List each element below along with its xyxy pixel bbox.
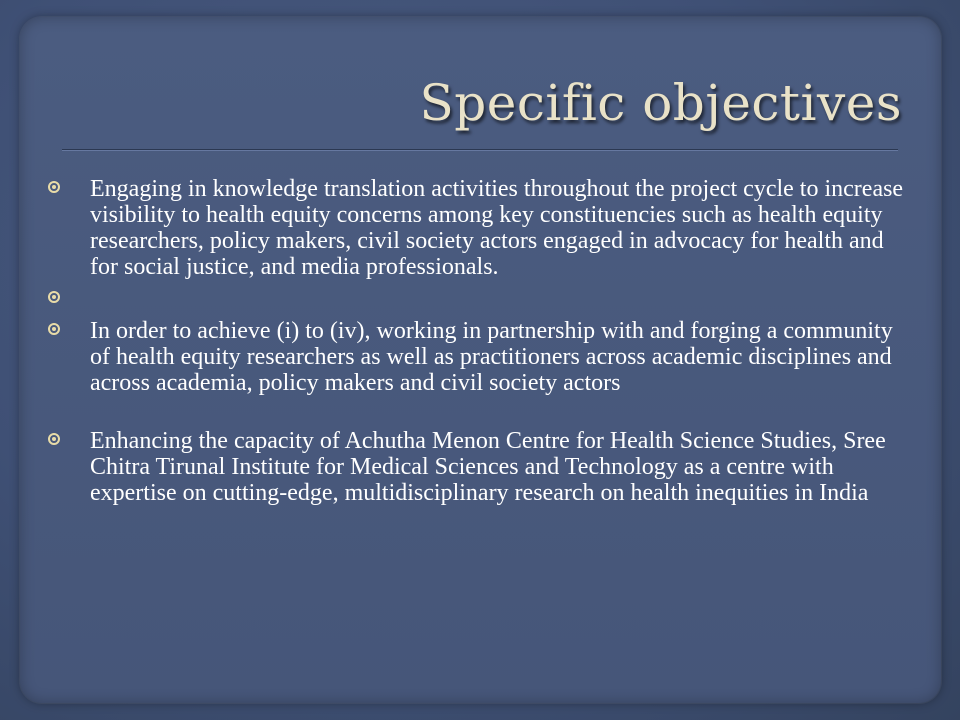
slide-title: Specific objectives — [419, 74, 902, 132]
ring-bullet-icon — [48, 181, 60, 193]
bullet-item — [48, 428, 916, 506]
bullet-text: Enhancing the capacity of Achutha Menon Centre for Health Science Studies, Sree Chitra Tirunal Institute for Medical Sciences and Technology as a centre with expertise on cutting-edge, multidisciplinary research on health inequities in India — [90, 428, 886, 506]
ring-bullet-icon — [48, 323, 60, 335]
bullet-text: In order to achieve (i) to (iv), working in partnership with and forging a community of health equity researchers as well as practitioners across academic disciplines and across academia, policy makers and civil society actors — [90, 318, 893, 396]
ring-bullet-icon — [48, 433, 60, 445]
bullet-item-empty — [48, 286, 916, 312]
ring-bullet-icon — [48, 291, 60, 303]
bullet-text: Engaging in knowledge translation activities throughout the project cycle to increase visibility to health equity concerns among key constituencies such as health equity researchers, policy makers, civil society actors engaged in advocacy for health and for social justice, and media professionals. — [90, 176, 904, 280]
bullet-item — [48, 176, 916, 280]
title-divider — [62, 149, 898, 151]
bullet-list — [48, 176, 916, 506]
bullet-item — [48, 318, 916, 396]
